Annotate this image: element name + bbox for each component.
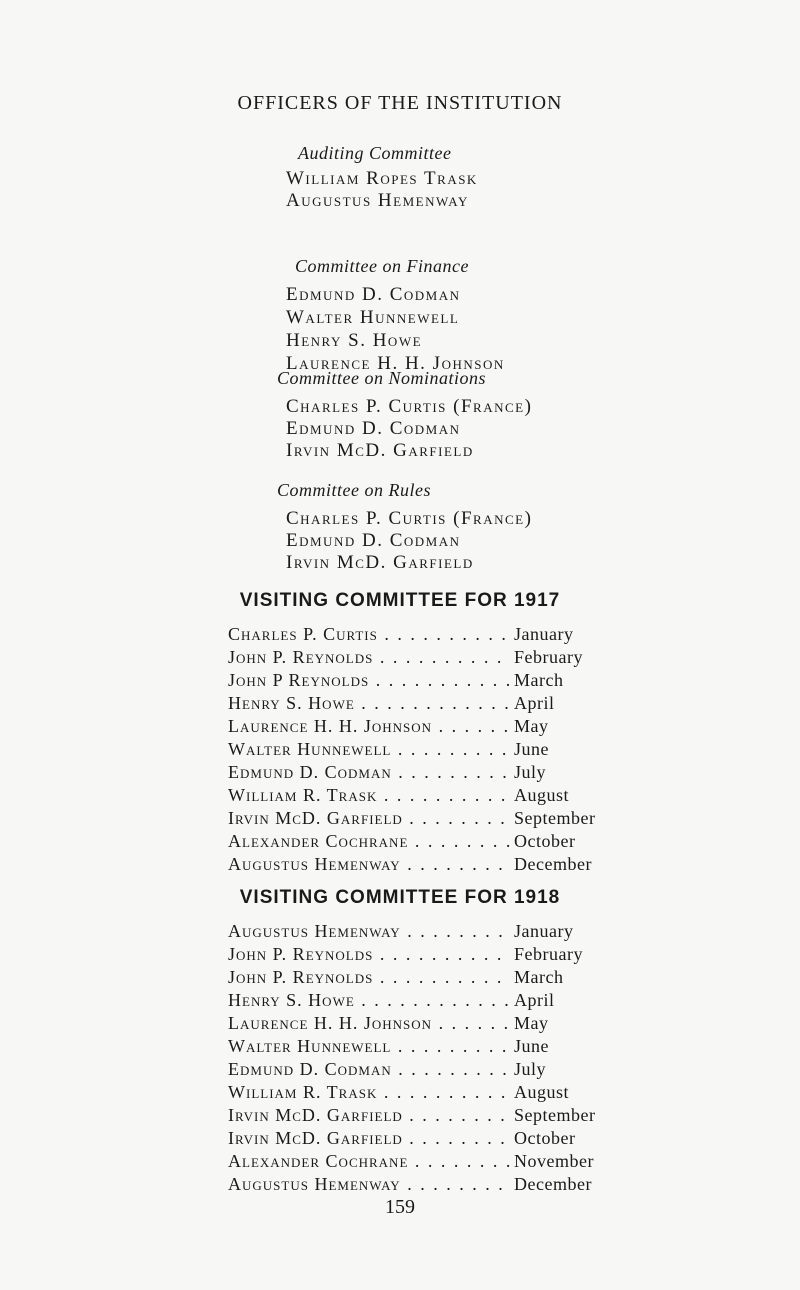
visit-month: December	[514, 1174, 592, 1194]
visitor-name: Irvin McD. Garfield . . .	[228, 1126, 510, 1150]
committee-member: Irvin McD. Garfield	[286, 552, 474, 573]
visit-month: February	[514, 944, 583, 964]
committee-member: Edmund D. Codman	[286, 530, 461, 551]
visit-month: August	[514, 1082, 570, 1102]
visit-month: June	[514, 739, 549, 759]
visitor-name: Irvin McD. Garfield . . .	[228, 1103, 510, 1127]
visit-month: October	[514, 831, 576, 851]
visit-month: November	[514, 1151, 594, 1171]
visiting-committee-1917-heading: VISITING COMMITTEE FOR 1917	[239, 590, 561, 611]
visitor-name: Edmund D. Codman . . .	[228, 1057, 510, 1081]
visitor-name: Henry S. Howe . . .	[228, 691, 510, 715]
visitor-name: Augustus Hemenway . . .	[228, 1172, 510, 1196]
visiting-row	[228, 1103, 598, 1127]
rules-committee-heading: Committee on Rules	[277, 480, 431, 500]
visiting-row	[228, 1034, 598, 1058]
visiting-row	[228, 622, 598, 646]
visiting-row	[228, 760, 598, 784]
visit-month: April	[514, 990, 555, 1010]
visiting-row	[228, 783, 598, 807]
visit-month: May	[514, 716, 549, 736]
visitor-name: Laurence H. H. Johnson . . .	[228, 714, 510, 738]
visitor-name: William R. Trask . . .	[228, 783, 510, 807]
visiting-row	[228, 645, 598, 669]
visit-month: March	[514, 670, 564, 690]
page-title: OFFICERS OF THE INSTITUTION	[237, 92, 563, 114]
visit-month: August	[514, 785, 570, 805]
visitor-name: William R. Trask . . .	[228, 1080, 510, 1104]
visiting-row	[228, 829, 598, 853]
committee-member: Augustus Hemenway	[286, 190, 469, 211]
visit-month: June	[514, 1036, 549, 1056]
visit-month: September	[514, 808, 596, 828]
visitor-name: Laurence H. H. Johnson . . .	[228, 1011, 510, 1035]
visit-month: March	[514, 967, 564, 987]
visit-month: July	[514, 762, 547, 782]
visitor-name: Charles P. Curtis . . .	[228, 622, 510, 646]
visitor-name: John P Reynolds . . .	[228, 668, 510, 692]
visiting-row	[228, 806, 598, 830]
committee-member: Charles P. Curtis (France)	[286, 508, 533, 529]
committee-member: Laurence H. H. Johnson	[286, 353, 505, 374]
visitor-name: Henry S. Howe . . .	[228, 988, 510, 1012]
visiting-row	[228, 1172, 598, 1196]
visiting-row	[228, 852, 598, 876]
visiting-row	[228, 691, 598, 715]
visitor-name: Edmund D. Codman . . .	[228, 760, 510, 784]
visitor-name: John P. Reynolds . . .	[228, 942, 510, 966]
visit-month: May	[514, 1013, 549, 1033]
visiting-row	[228, 1126, 598, 1150]
visit-month: January	[514, 921, 574, 941]
visiting-row	[228, 1080, 598, 1104]
visiting-row	[228, 988, 598, 1012]
page-number: 159	[385, 1196, 415, 1218]
committee-member: Irvin McD. Garfield	[286, 440, 474, 461]
committee-member: Edmund D. Codman	[286, 418, 461, 439]
finance-committee-heading: Committee on Finance	[295, 256, 469, 276]
visiting-row	[228, 737, 598, 761]
visitor-name: John P. Reynolds . . .	[228, 965, 510, 989]
visiting-row	[228, 919, 598, 943]
committee-member: Henry S. Howe	[286, 330, 423, 351]
visiting-row	[228, 1149, 598, 1173]
visit-month: December	[514, 854, 592, 874]
visit-month: April	[514, 693, 555, 713]
visitor-name: Augustus Hemenway . . .	[228, 919, 510, 943]
nominations-committee-heading: Committee on Nominations	[277, 368, 486, 388]
committee-member: Charles P. Curtis (France)	[286, 396, 533, 417]
visit-month: July	[514, 1059, 547, 1079]
visitor-name: Walter Hunnewell . . .	[228, 1034, 510, 1058]
visiting-row	[228, 942, 598, 966]
visiting-row	[228, 1011, 598, 1035]
visiting-row	[228, 965, 598, 989]
visitor-name: Augustus Hemenway . . .	[228, 852, 510, 876]
visit-month: January	[514, 624, 574, 644]
committee-member: William Ropes Trask	[286, 168, 478, 189]
auditing-committee-heading: Auditing Committee	[298, 143, 452, 163]
visit-month: February	[514, 647, 583, 667]
visitor-name: Alexander Cochrane . . .	[228, 1149, 510, 1173]
visiting-committee-1918-heading: VISITING COMMITTEE FOR 1918	[239, 887, 561, 908]
visit-month: October	[514, 1128, 576, 1148]
visitor-name: John P. Reynolds . . .	[228, 645, 510, 669]
committee-member: Walter Hunnewell	[286, 307, 460, 328]
visitor-name: Irvin McD. Garfield . . .	[228, 806, 510, 830]
visitor-name: Alexander Cochrane . . .	[228, 829, 510, 853]
committee-member: Edmund D. Codman	[286, 284, 461, 305]
visitor-name: Walter Hunnewell . . .	[228, 737, 510, 761]
visiting-row	[228, 1057, 598, 1081]
visiting-row	[228, 714, 598, 738]
visiting-row	[228, 668, 598, 692]
visit-month: September	[514, 1105, 596, 1125]
